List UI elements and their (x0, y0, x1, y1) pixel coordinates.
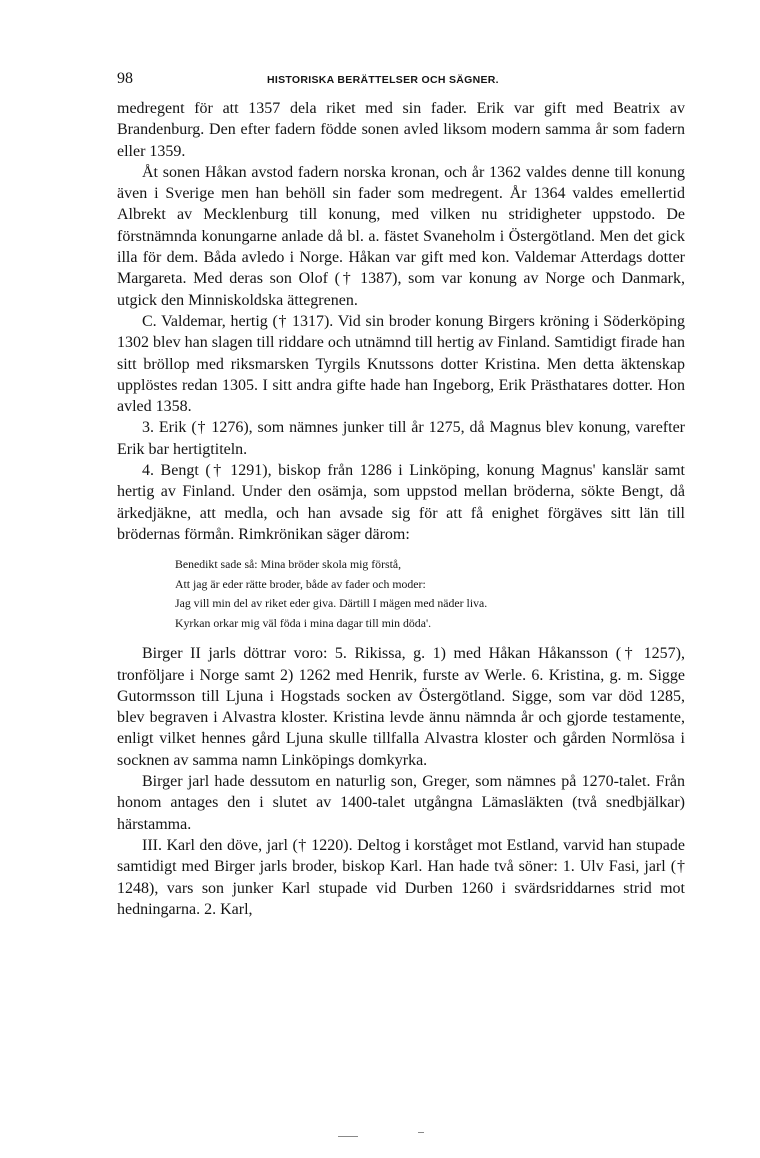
paragraph: C. Valdemar, hertig († 1317). Vid sin broder konung Birgers kröning i Söderköping 1302 blev han slagen till riddare och utnämnd till hertig av Finland. Samtidigt firade han sitt bröllop med riksmarsken Tyrgils Knutssons dotter Kristina. Men detta äktenskap upplöstes redan 1305. I sitt andra gifte hade han Ingeborg, Erik Prästhatares dotter. Hon avled 1358. (117, 312, 685, 416)
paragraph: Åt sonen Håkan avstod fadern norska kronan, och år 1362 valdes denne till konung även i Sverige men han behöll sin fader som medregent. År 1364 valdes emellertid Albrekt av Mecklenburg till konung, med vilken nu stridigheter uppstodo. De förstnämnda konungarne anlade då bl. a. fästet Svaneholm i Östergötland. Men det gick illa för dem. Båda avledo i Norge. Håkan var gift med kon. Valdemar Atterdags dotter Margareta. Med deras son Olof († 1387), som var konung av Norge och Danmark, utgick den Minniskoldska ättegrenen. (117, 163, 685, 309)
page (117, 70, 685, 920)
bottom-mark (338, 1136, 358, 1137)
running-head: HISTORISKA BERÄTTELSER OCH SÄGNER. (267, 74, 499, 86)
quote-line: Jag vill min del av riket eder giva. Därtill I mägen med näder liva. (175, 596, 488, 611)
quote-line: Kyrkan orkar mig väl föda i mina dagar till min döda'. (175, 615, 432, 630)
paragraph: 3. Erik († 1276), som nämnes junker till år 1275, då Magnus blev konung, varefter Erik bar hertigtiteln. (117, 419, 685, 458)
quote-line: Att jag är eder rätte broder, både av fader och moder: (175, 576, 426, 591)
paragraph: III. Karl den döve, jarl († 1220). Deltog i korståget mot Estland, varvid han stupade samtidigt med Birger jarls broder, biskop Karl. Han hade två söner: 1. Ulv Fasi, jarl († 1248), vars son junker Karl stupade vid Durben 1260 i svärdsriddarnes strid mot hedningarna. 2. Karl, (117, 836, 685, 918)
rhyme-chronicle-quote (175, 555, 685, 633)
paragraph: 4. Bengt († 1291), biskop från 1286 i Linköping, konung Magnus' kanslär samt hertig av Finland. Under den osämja, som uppstod mellan bröderna, sökte Bengt, då ärkedjäkne, att medla, och han avsade sig för att få enighet förgäves sitt län till brödernas förmån. Rimkrönikan säger därom: (117, 462, 685, 543)
paragraph: Birger jarl hade dessutom en naturlig son, Greger, som nämnes på 1270-talet. Från honom antages den i slutet av 1400-talet utgångna Lämasläkten (två snedbjälkar) härstamma. (117, 773, 685, 833)
page-header (117, 70, 685, 98)
paragraph: Birger II jarls döttrar voro: 5. Rikissa, g. 1) med Håkan Håkansson († 1257), tronföljare i Norge samt 2) 1262 med Henrik, furste av Werle. 6. Kristina, g. m. Sigge Gutormsson till Ljuna i Hogstads socken av Östergötland. Sigge, som var död 1285, blev begraven i Alvastra kloster. Kristina levde ännu nämnda år och gjorde testamente, enligt vilket hennes gård Ljuna skulle tillfalla Alvastra kloster och gården Normlösa i socknen av samma namn Linköpings domkyrka. (117, 645, 685, 769)
paragraphs-after-quote (117, 643, 685, 920)
bottom-mark-small (418, 1132, 424, 1133)
quote-line: Benedikt sade så: Mina bröder skola mig förstå, (175, 557, 402, 572)
paragraph: medregent för att 1357 dela riket med sin fader. Erik var gift med Beatrix av Brandenburg. Den efter fadern födde sonen avled liksom modern samma år som fadern eller 1359. (117, 100, 685, 160)
paragraphs-before-quote (117, 98, 685, 545)
page-number: 98 (117, 70, 133, 87)
body-text (117, 98, 685, 920)
